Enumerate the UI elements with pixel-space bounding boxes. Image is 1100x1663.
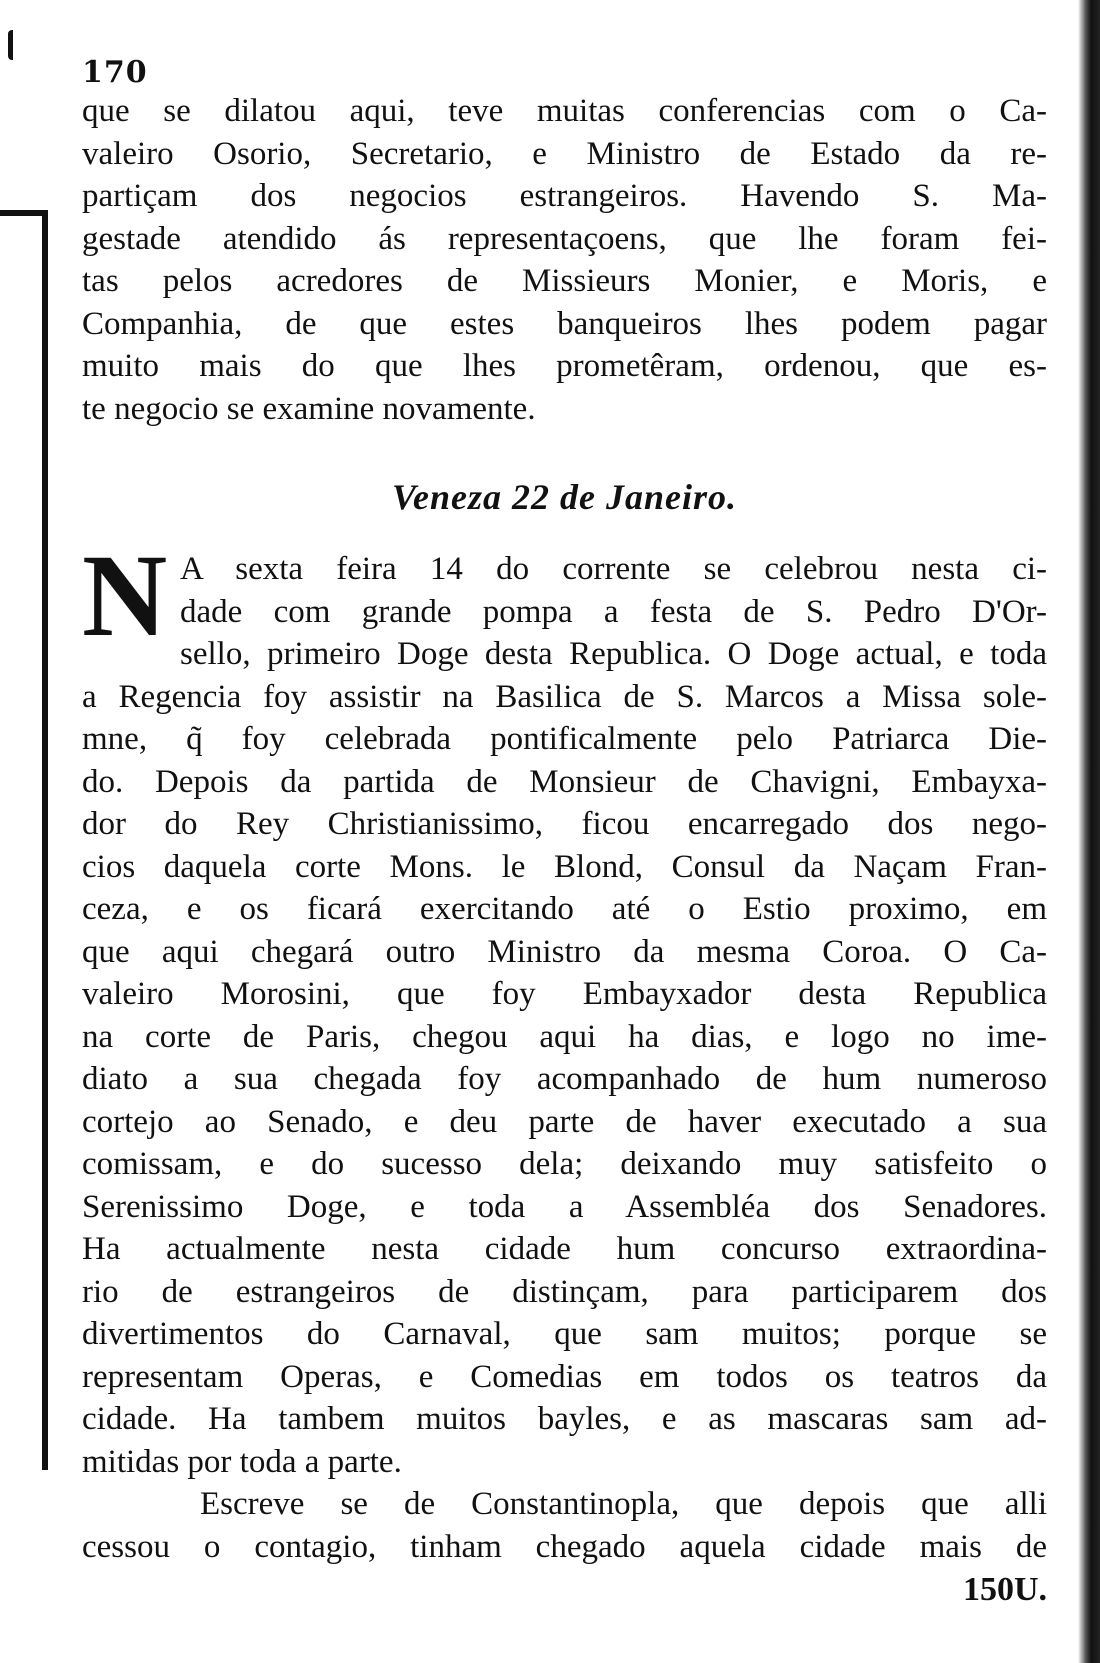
text-line: gestade atendido ás representaçoens, que lhe foram fei-: [82, 220, 1047, 257]
dateline-heading: Veneza 22 de Janeiro.: [392, 477, 737, 517]
text-line: muito mais do que lhes prometêram, ordenou, que es-: [82, 348, 1047, 384]
text-line: cidade. Ha tambem muitos bayles, e as mascaras sam ad-: [82, 1401, 1047, 1437]
text-line: Companhia, de que estes banqueiros lhes podem pagar: [82, 305, 1047, 342]
text-line: cios daquela corte Mons. le Blond, Consul da Naçam Fran-: [82, 848, 1047, 885]
text-line: valeiro Morosini, que foy Embayxador desta Republica: [82, 976, 1047, 1012]
text-line: valeiro Osorio, Secretario, e Ministro de Estado da re-: [82, 135, 1047, 172]
text-line: cessou o contagio, tinham chegado aquela cidade mais de: [82, 1528, 1047, 1565]
paragraph-1: [82, 90, 1047, 430]
text-line: representam Operas, e Comedias em todos os teatros da: [82, 1358, 1047, 1395]
left-edge-mark: [8, 30, 23, 60]
document-page: [82, 56, 1047, 1610]
right-page-edge: [1078, 0, 1100, 1663]
text-line: Serenissimo Doge, e toda a Assembléa dos Senadores.: [82, 1188, 1047, 1225]
left-page-edge: [0, 210, 48, 1470]
text-line: que aqui chegará outro Ministro da mesma Coroa. O Ca-: [82, 933, 1047, 970]
text-line: rio de estrangeiros de distinçam, para participarem dos: [82, 1273, 1047, 1310]
text-line: na corte de Paris, chegou aqui ha dias, e logo no ime-: [82, 1018, 1047, 1055]
text-line: mitidas por toda a parte.: [82, 1443, 402, 1480]
text-line: do. Depois da partida de Monsieur de Chavigni, Embayxa-: [82, 763, 1047, 800]
text-line: que se dilatou aqui, teve muitas conferencias com o Ca-: [82, 93, 1047, 129]
text-line: a Regencia foy assistir na Basilica de S. Marcos a Missa sole-: [82, 678, 1047, 715]
text-line: dor do Rey Christianissimo, ficou encarregado dos nego-: [82, 806, 1047, 842]
page-number: 170: [82, 55, 148, 90]
text-line: diato a sua chegada foy acompanhado de hum numeroso: [82, 1061, 1047, 1097]
text-line: Escreve se de Constantinopla, que depois que alli: [200, 1486, 1047, 1522]
drop-cap: N: [82, 530, 168, 661]
text-line: Ha actualmente nesta cidade hum concurso extraordina-: [82, 1231, 1047, 1267]
catchword: 150U.: [962, 1571, 1047, 1608]
text-line: divertimentos do Carnaval, que sam muitos; porque se: [82, 1316, 1047, 1352]
text-line: cortejo ao Senado, e deu parte de haver executado a sua: [82, 1103, 1047, 1140]
text-line: sello, primeiro Doge desta Republica. O Doge actual, e toda: [180, 636, 1047, 672]
text-line: A sexta feira 14 do corrente se celebrou nesta ci-: [180, 551, 1047, 587]
text-line: partiçam dos negocios estrangeiros. Havendo S. Ma-: [82, 178, 1047, 214]
text-line: te negocio se examine novamente.: [82, 390, 536, 427]
text-line: comissam, e do sucesso dela; deixando muy satisfeito o: [82, 1146, 1047, 1182]
text-line: tas pelos acredores de Missieurs Monier, e Moris, e: [82, 263, 1047, 299]
paragraph-3: [82, 1483, 1047, 1568]
text-line: ceza, e os ficará exercitando até o Estio proximo, em: [82, 891, 1047, 927]
paragraph-2: [82, 530, 1047, 1483]
text-line: dade com grande pompa a festa de S. Pedro D'Or-: [180, 593, 1047, 630]
text-line: mne, q̃ foy celebrada pontificalmente pelo Patriarca Die-: [82, 721, 1047, 757]
